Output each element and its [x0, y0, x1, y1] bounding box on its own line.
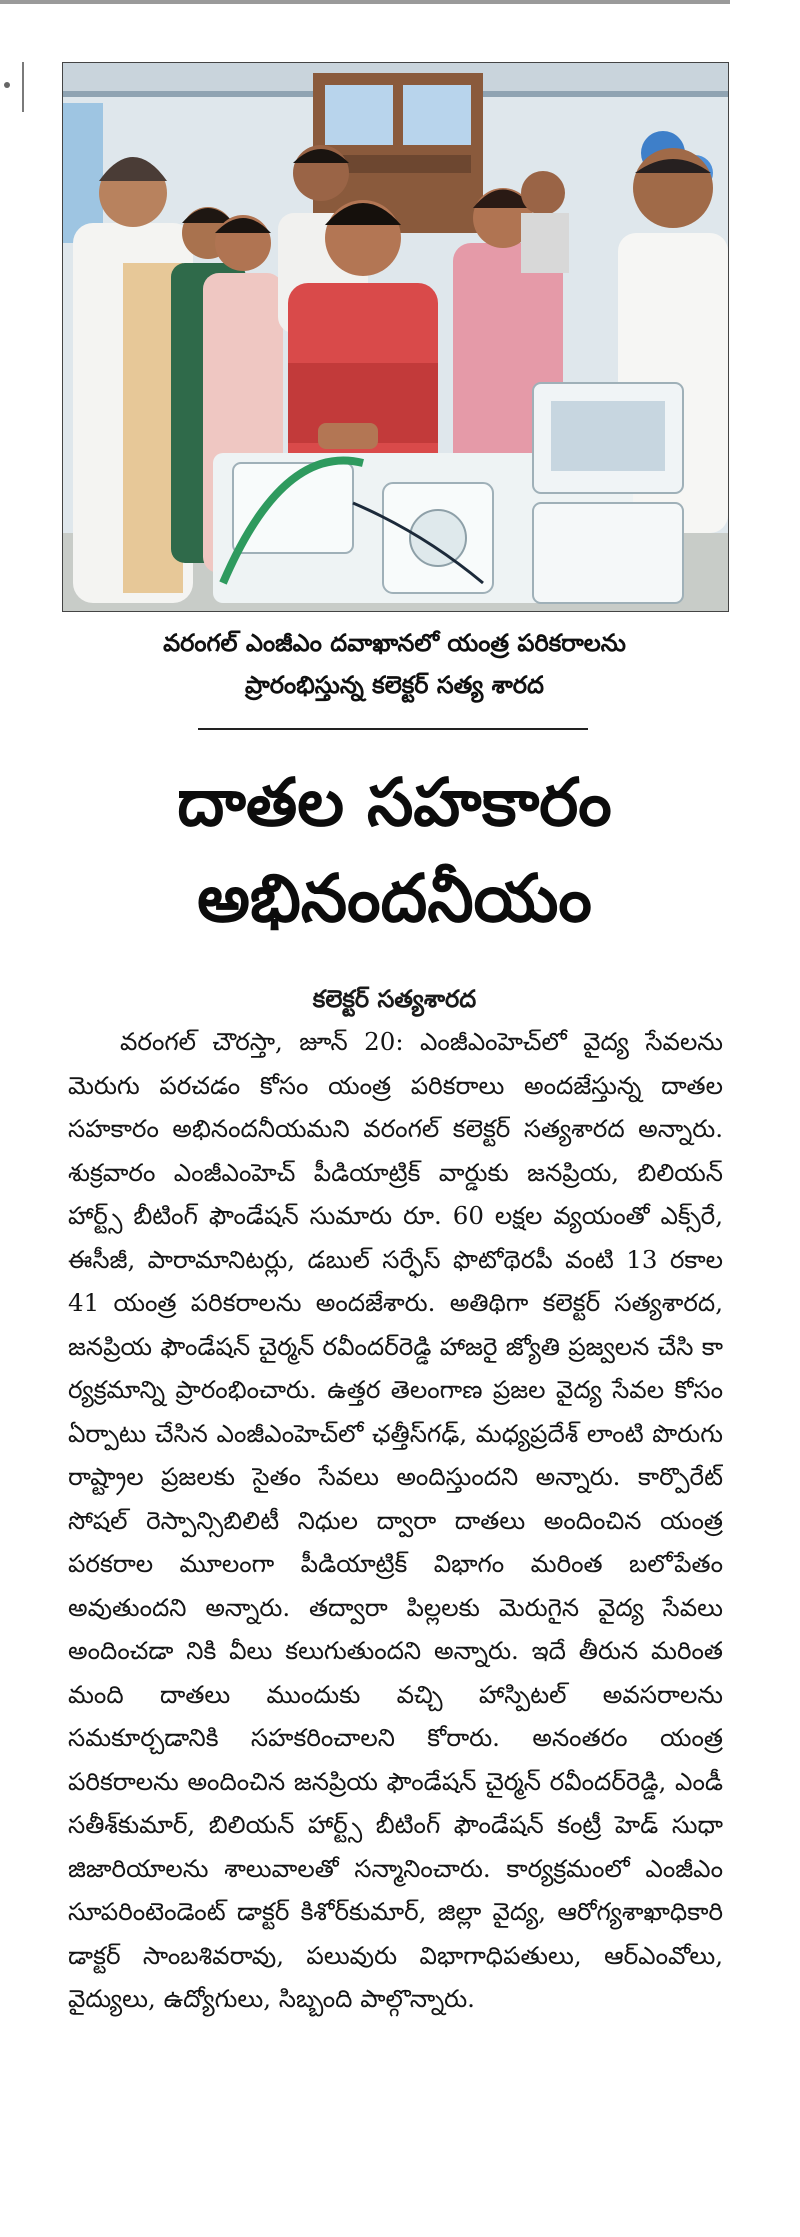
- top-rule: [0, 0, 730, 4]
- caption-divider: [198, 728, 588, 730]
- article-body: [68, 1020, 723, 2220]
- caption-line-2: ప్రారంభిస్తున్న కలెక్టర్ సత్య శారద: [245, 670, 544, 699]
- photo-caption: [62, 622, 727, 706]
- photo-illustration: [63, 63, 728, 611]
- news-photo: [62, 62, 729, 612]
- headline: [62, 755, 727, 947]
- headline-line-2: అభినందనీయం: [197, 860, 592, 937]
- byline: కలెక్టర్ సత్యశారద: [312, 985, 477, 1013]
- headline-line-1: దాతల సహకారం: [177, 764, 612, 841]
- column-separator: [0, 62, 24, 112]
- caption-line-1: వరంగల్ ఎంజీఎం దవాఖానలో యంత్ర పరికరాలను: [163, 628, 626, 657]
- bullet-mark: [4, 82, 10, 88]
- article-paragraph: వరంగల్ చౌరస్తా, జూన్ 20: ఎంజీఎంహెచ్‌లో వైద్య సేవలను మెరుగు పరచడం కోసం యంత్ర పరికరాలు అందజేస్తున్న దాతల సహకారం అభినందనీయమని వరంగల్ కలెక్టర్ సత్యశారద అన్నారు. శుక్రవారం ఎంజీఎంహెచ్ పీడియాట్రిక్ వార్డుకు జనప్రియ, బిలియన్ హార్ట్స్ బీటింగ్ ఫౌండేషన్ సుమారు రూ. 60 లక్షల వ్యయంతో ఎక్స్‌రే, ఈసీజీ, పారామానిటర్లు, డబుల్ సర్ఫేస్ ఫొటోథెరపీ వంటి 13 రకాల 41 యంత్ర పరికరాలను అందజేశారు. అతిథిగా కలెక్టర్ సత్యశారద, జనప్రియ ఫౌండేషన్ చైర్మన్ రవీందర్‌రెడ్డి హాజరై జ్యోతి ప్రజ్వలన చేసి కా ర్యక్రమాన్ని ప్రారంభించారు. ఉత్తర తెలంగాణ ప్రజల వైద్య సేవల కోసం ఏర్పాటు చేసిన ఎంజీఎంహెచ్‌లో ఛత్తీస్‌గఢ్, మధ్యప్రదేశ్ లాంటి పొరుగు రాష్ట్రాల ప్రజలకు సైతం సేవలు అందిస్తుందని అన్నారు. కార్పొరేట్ సోషల్ రెస్పాన్సిబిలిటీ నిధుల ద్వారా దాతలు అందించిన యంత్ర పరకరాల మూలంగా పీడియాట్రిక్ విభాగం మరింత బలోపేతం అవుతుందని అన్నారు. తద్వారా పిల్లలకు మెరుగైన వైద్య సేవలు అందించడా నికి వీలు కలుగుతుందని అన్నారు. ఇదే తీరున మరింత మంది దాతలు ముందుకు వచ్చి హాస్పిటల్ అవసరాలను సమకూర్చడానికి సహకరించాలని కోరారు. అనంతరం యంత్ర పరికరాలను అందించిన జనప్రియ ఫౌండేషన్ చైర్మన్ రవీందర్‌రెడ్డి, ఎండీ సతీశ్‌కుమార్, బిలియన్ హార్ట్స్ బీటింగ్ ఫౌండేషన్ కంట్రీ హెడ్ సుధా జిజారియాలను శాలువాలతో సన్మానించారు. కార్యక్రమంలో ఎంజీఎం సూపరింటెండెంట్ డాక్టర్ కిశోర్‌కుమార్, జిల్లా వైద్య, ఆరోగ్యశాఖాధికారి డాక్టర్ సాంబశివరావు, పలువురు విభాగాధిపతులు, ఆర్‌ఎంవోలు, వైద్యులు, ఉద్యోగులు, సిబ్బంది పాల్గొన్నారు.: [68, 1027, 723, 2013]
